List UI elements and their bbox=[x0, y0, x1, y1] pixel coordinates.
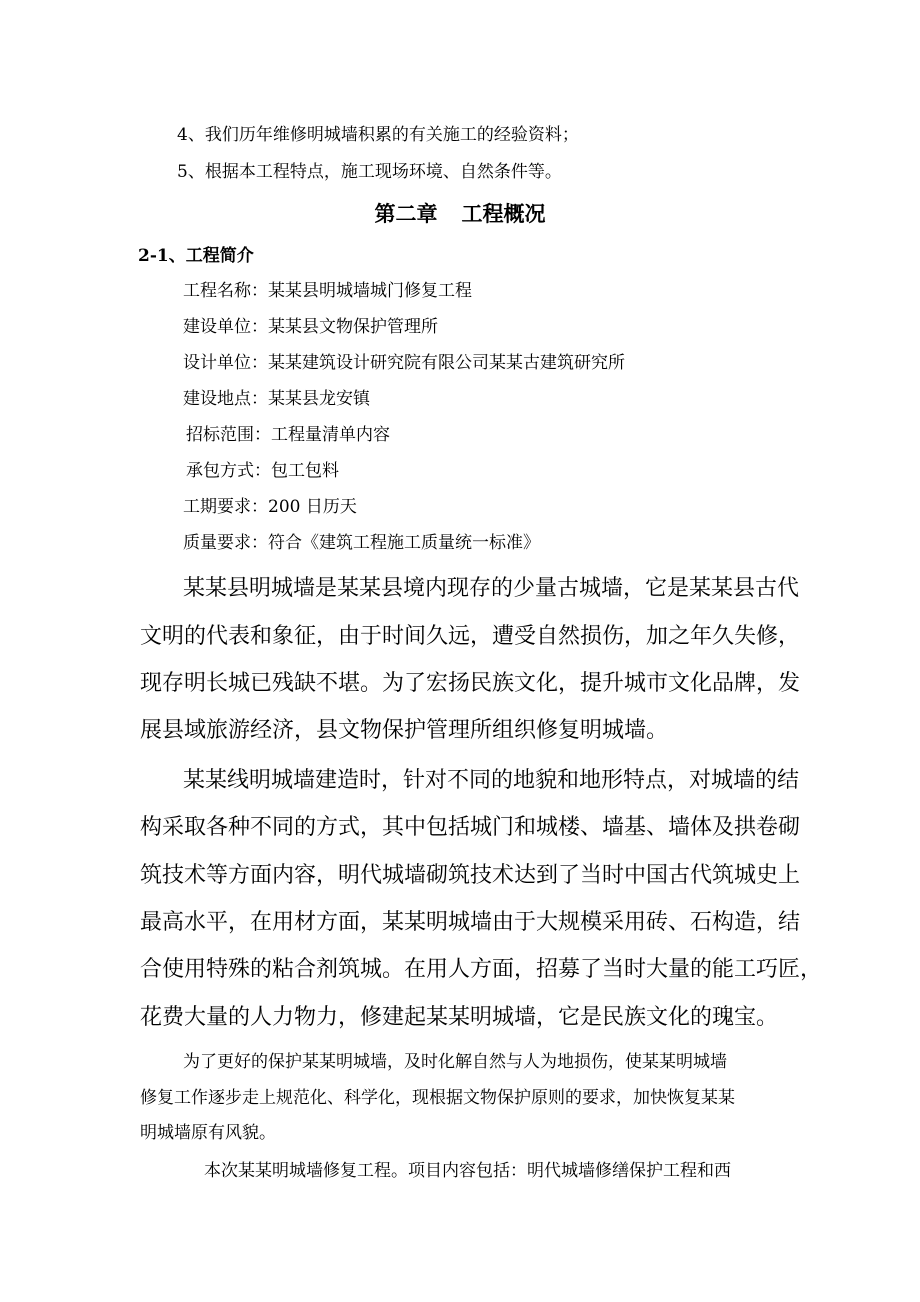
paragraph2-line4: 最高水平，在用材方面，某某明城墙由于大规模采用砖、石构造，结 bbox=[140, 910, 801, 935]
paragraph2-line3: 筑技术等方面内容，明代城墙砌筑技术达到了当时中国古代筑城史上 bbox=[140, 863, 801, 888]
paragraph1-line2: 文明的代表和象征，由于时间久远，遭受自然损伤，加之年久失修， bbox=[140, 624, 801, 649]
construction-site: 建设地点：某某县龙安镇 bbox=[183, 389, 370, 409]
intro-item-5: 5、根据本工程特点，施工现场环境、自然条件等。 bbox=[177, 162, 562, 182]
paragraph3-line2: 修复工作逐步走上规范化、科学化，现根据文物保护原则的要求，加快恢复某某 bbox=[140, 1088, 735, 1108]
section-title: 2-1、工程简介 bbox=[138, 246, 254, 266]
project-name: 工程名称：某某县明城墙城门修复工程 bbox=[183, 281, 472, 301]
paragraph4-line1: 本次某某明城墙修复工程。项目内容包括：明代城墙修缮保护工程和西 bbox=[204, 1161, 731, 1181]
chapter-heading bbox=[0, 198, 920, 228]
chapter-number: 第二章 bbox=[374, 201, 438, 226]
paragraph2-line1: 某某线明城墙建造时，针对不同的地貌和地形特点，对城墙的结 bbox=[183, 768, 800, 793]
paragraph2-line6: 花费大量的人力物力，修建起某某明城墙，它是民族文化的瑰宝。 bbox=[140, 1005, 779, 1030]
quality-requirement: 质量要求：符合《建筑工程施工质量统一标准》 bbox=[183, 533, 540, 553]
intro-item-4: 4、我们历年维修明城墙积累的有关施工的经验资料； bbox=[177, 125, 579, 145]
contract-mode: 承包方式：包工包料 bbox=[186, 461, 339, 481]
design-unit: 设计单位：某某建筑设计研究院有限公司某某古建筑研究所 bbox=[183, 353, 625, 373]
construction-unit: 建设单位：某某县文物保护管理所 bbox=[183, 317, 438, 337]
paragraph1-line1: 某某县明城墙是某某县境内现存的少量古城墙，它是某某县古代 bbox=[183, 576, 800, 601]
paragraph3-line3: 明城墙原有风貌。 bbox=[140, 1123, 276, 1143]
paragraph1-line3: 现存明长城已残缺不堪。为了宏扬民族文化，提升城市文化品牌，发 bbox=[140, 671, 801, 696]
paragraph1-line4: 展县域旅游经济，县文物保护管理所组织修复明城墙。 bbox=[140, 718, 669, 743]
paragraph2-line5: 合使用特殊的粘合剂筑城。在用人方面，招募了当时大量的能工巧匠， bbox=[140, 957, 823, 982]
paragraph2-line2: 构采取各种不同的方式，其中包括城门和城楼、墙基、墙体及拱卷砌 bbox=[140, 815, 801, 840]
tender-scope: 招标范围：工程量清单内容 bbox=[186, 425, 390, 445]
schedule-requirement: 工期要求：200 日历天 bbox=[183, 497, 357, 517]
paragraph3-line1: 为了更好的保护某某明城墙，及时化解自然与人为地损伤，使某某明城墙 bbox=[183, 1052, 727, 1072]
chapter-title: 工程概况 bbox=[461, 201, 546, 226]
